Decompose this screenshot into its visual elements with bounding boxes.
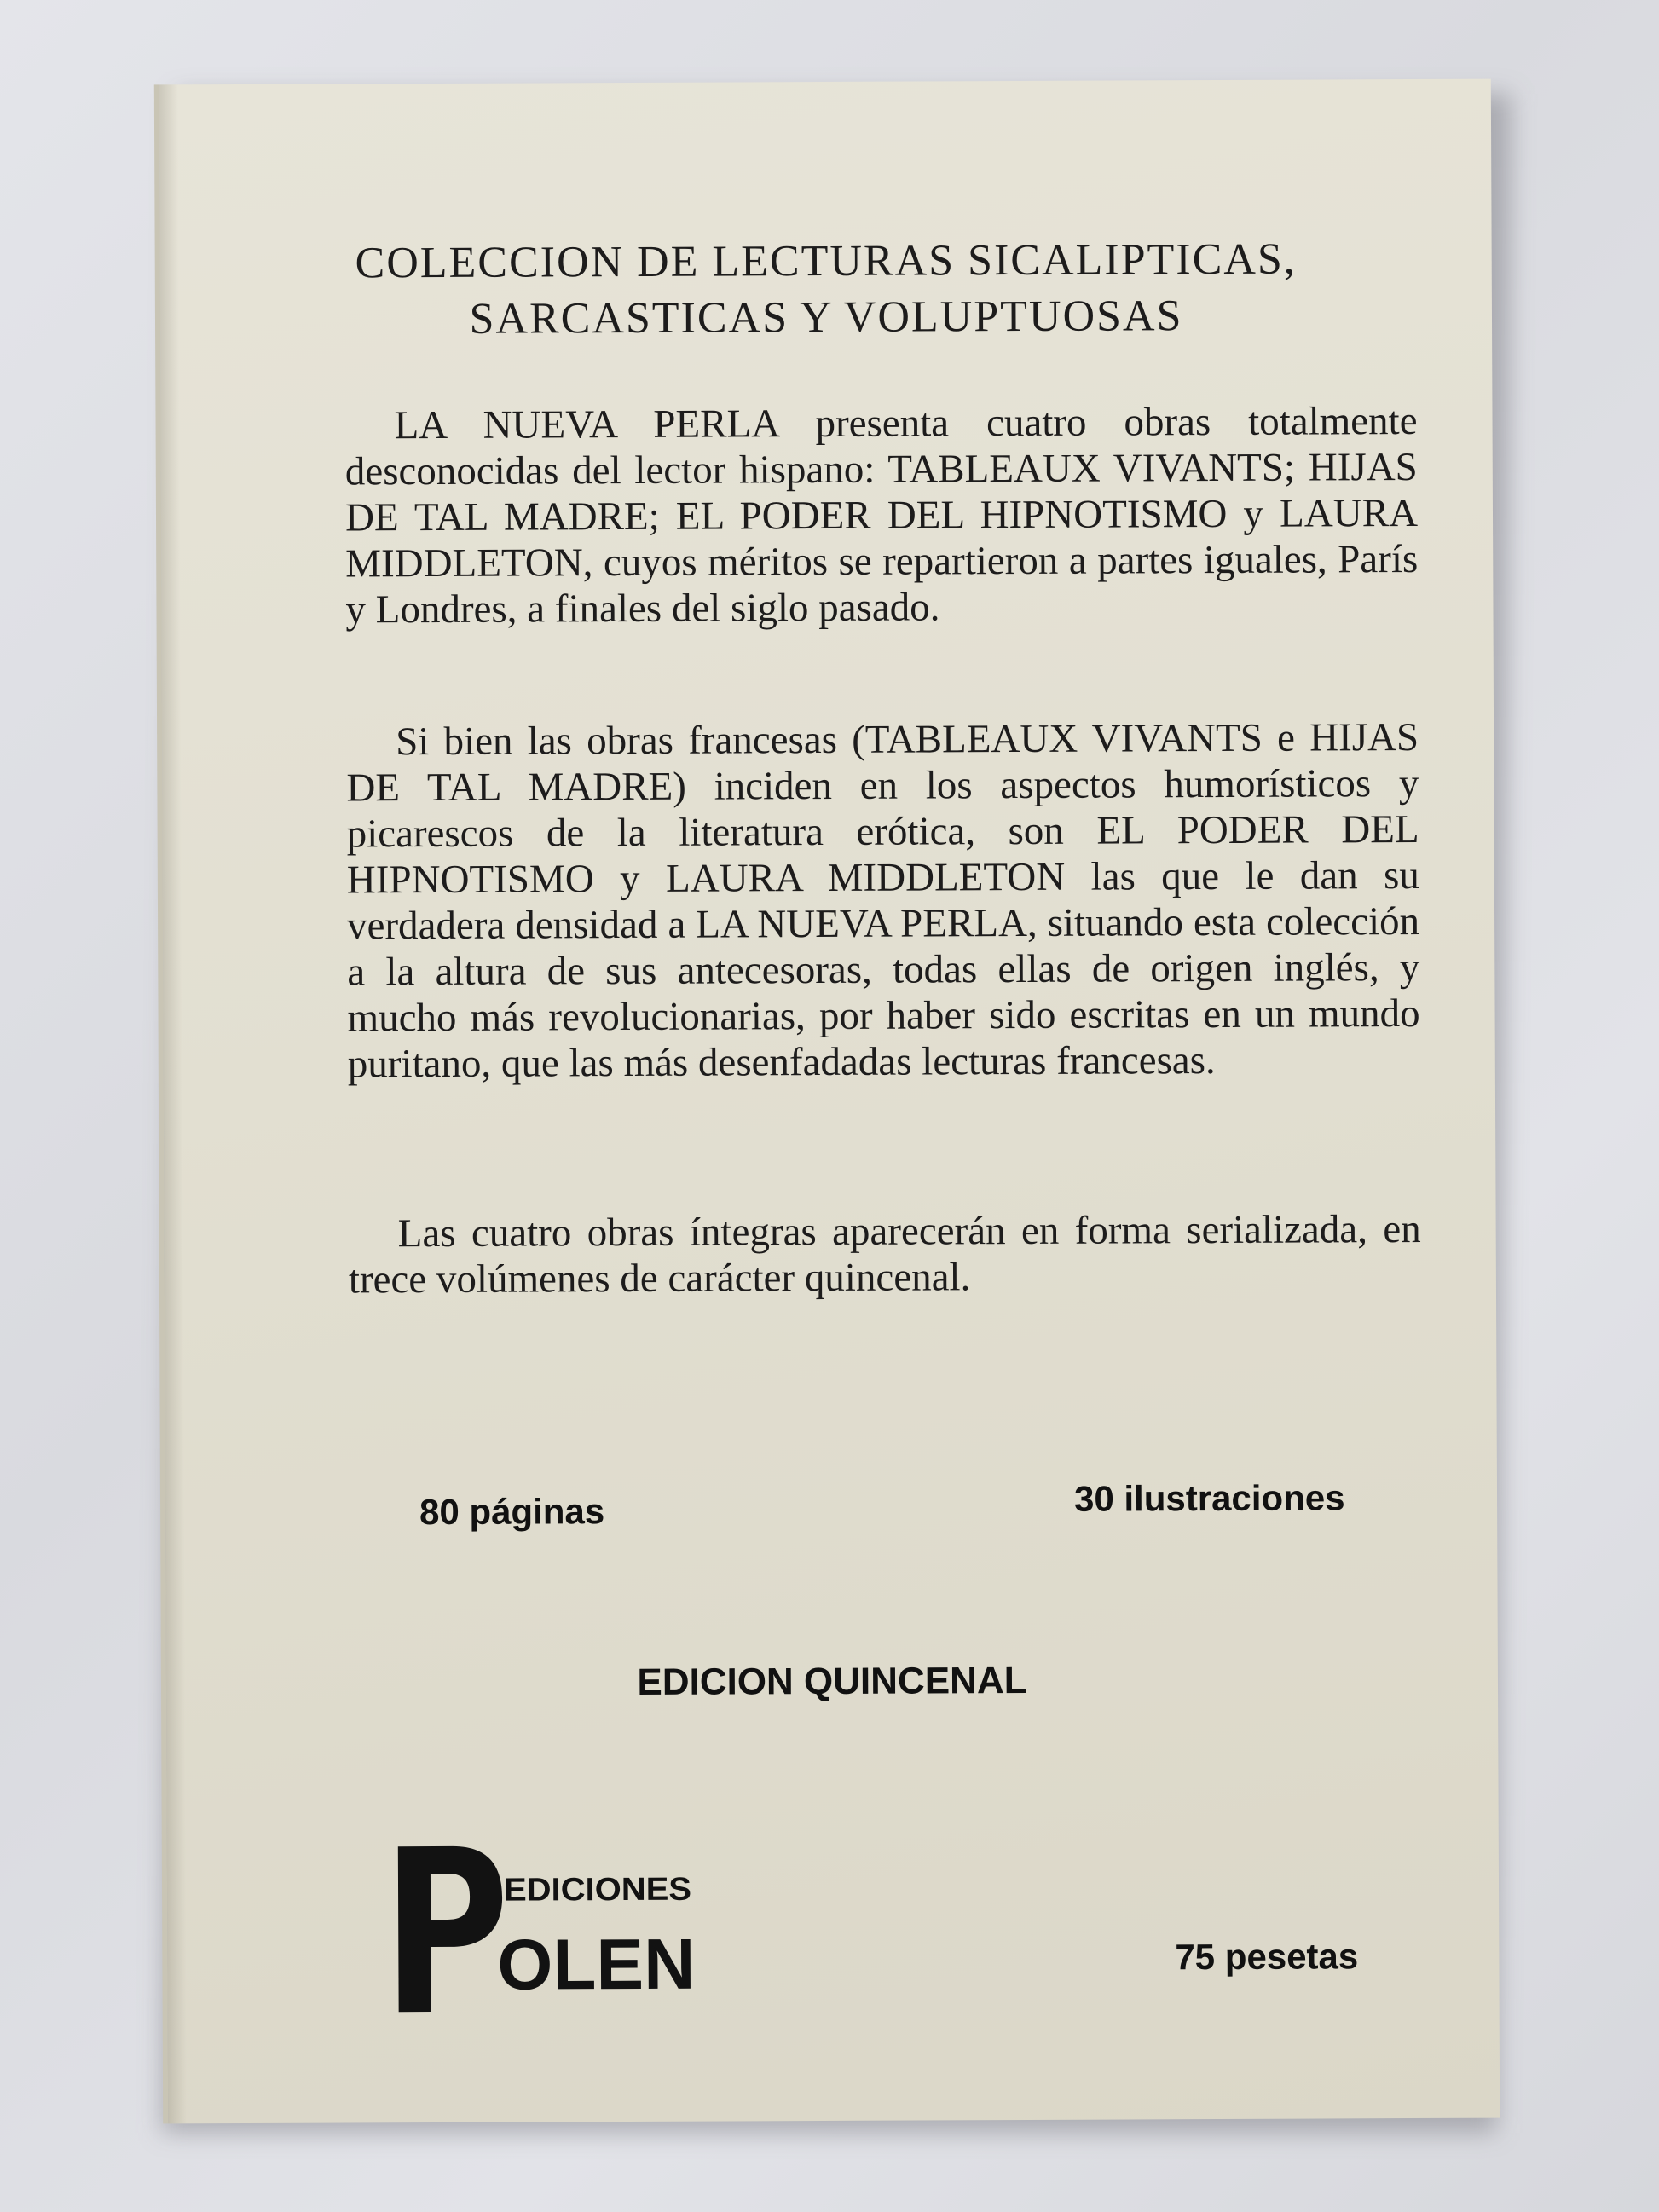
page-count: 80 páginas bbox=[419, 1491, 605, 1533]
logo-ediciones-text: EDICIONES bbox=[503, 1871, 683, 1909]
logo-olen-text: OLEN bbox=[497, 1923, 697, 2005]
polen-logo bbox=[391, 1844, 699, 2016]
description-paragraph-3 bbox=[349, 1206, 1421, 1302]
description-paragraph-1 bbox=[344, 398, 1418, 632]
paragraph-1-text: LA NUEVA PERLA presenta cuatro obras totalmente desconocidas del lector hispano: TABLEAUX VIVANTS; HIJAS DE TAL MADRE; EL PODER DEL HIPNOTISMO y LAURA MIDDLETON, cuyos méritos se repartieron a partes iguales, París y Londres, a finales del siglo pasado. bbox=[344, 398, 1419, 632]
illustration-count: 30 ilustraciones bbox=[1073, 1477, 1345, 1519]
title-line-2: SARCASTICAS Y VOLUPTUOSAS bbox=[469, 292, 1183, 344]
paragraph-2-text: Si bien las obras francesas (TABLEAUX VIVANTS e HIJAS DE TAL MADRE) inciden en los aspectos humorísticos y picarescos de la literatura erótica, son EL PODER DEL HIPNOTISMO y LAURA MIDDLETON las que le dan su verdadera densidad a LA NUEVA PERLA, situando esta colección a la altura de sus antecesoras, todas ellas de origen inglés, y mucho más revolucionarias, por haber sido escritas en un mundo puritano, que las más desenfadadas lecturas francesas. bbox=[346, 714, 1420, 1087]
collection-title bbox=[160, 231, 1493, 349]
edition-label: EDICION QUINCENAL bbox=[637, 1659, 1027, 1703]
spine-edge bbox=[159, 84, 187, 2123]
logo-letter-p bbox=[398, 1846, 503, 2013]
paragraph-3-text: Las cuatro obras íntegras aparecerán en forma serializada, en trece volúmenes de carácter quincenal. bbox=[348, 1206, 1421, 1302]
description-paragraph-2 bbox=[346, 714, 1420, 1087]
price-label: 75 pesetas bbox=[1175, 1936, 1359, 1978]
title-line-1: COLECCION DE LECTURAS SICALIPTICAS, bbox=[355, 234, 1297, 288]
book-back-cover bbox=[154, 79, 1500, 2124]
